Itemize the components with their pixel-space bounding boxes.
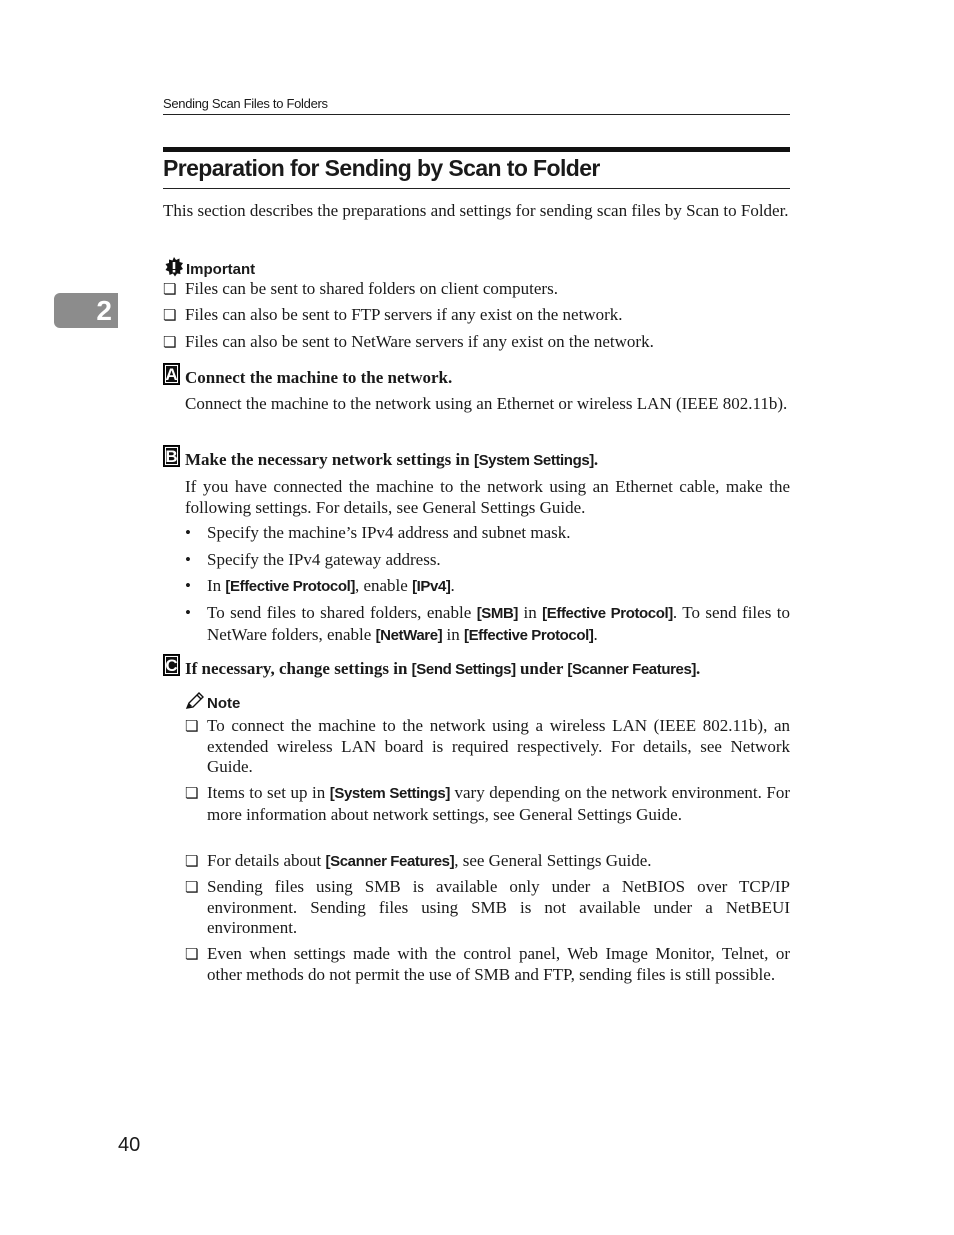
checkbox-icon: ❏ bbox=[163, 333, 177, 351]
checkbox-icon: ❏ bbox=[163, 306, 177, 324]
important-item bbox=[163, 332, 790, 353]
title-rule bbox=[163, 147, 790, 152]
page-number: 40 bbox=[118, 1134, 141, 1156]
system-settings-key: [System Settings] bbox=[473, 452, 594, 469]
important-label: Important bbox=[186, 260, 256, 278]
note-item: ❏ Even when settings made with the control panel, Web Image Monitor, Telnet, or other methods do not permit the use of SMB and FTP, sending files is still possible. bbox=[185, 944, 790, 984]
checkbox-icon: ❏ bbox=[185, 945, 199, 963]
chapter-tab: 2 bbox=[54, 293, 118, 328]
important-item-text: Files can also be sent to NetWare servers if any exist on the network. bbox=[185, 332, 654, 351]
step-1-number: A bbox=[163, 363, 180, 385]
checkbox-icon: ❏ bbox=[185, 717, 199, 735]
intro-paragraph: This section describes the preparations and settings for sending scan files by Scan to Folder. bbox=[163, 201, 789, 220]
page-title: Preparation for Sending by Scan to Folder bbox=[163, 155, 790, 189]
important-item-text: Files can be sent to shared folders on client computers. bbox=[185, 279, 558, 298]
note-item: ❏ To connect the machine to the network using a wireless LAN (IEEE 802.11b), an extended wireless LAN board is required respectively. For details, see Network Guide. bbox=[185, 716, 790, 776]
important-heading bbox=[164, 257, 255, 281]
bullet-icon: • bbox=[185, 576, 191, 595]
step-2-body: If you have connected the machine to the network using an Ethernet cable, make the following settings. For details, see General Settings Guide. bbox=[185, 477, 790, 517]
note-label: Note bbox=[207, 694, 241, 712]
bullet-icon: • bbox=[185, 523, 191, 542]
checkbox-icon: ❏ bbox=[185, 784, 199, 802]
important-item bbox=[163, 279, 790, 300]
step-1-title: Connect the machine to the network. bbox=[185, 368, 453, 387]
checkbox-icon: ❏ bbox=[185, 852, 199, 870]
note-item: ❏ Sending files using SMB is available only under a NetBIOS over TCP/IP environment. Sending files using SMB is not available under a NetBEUI environment. bbox=[185, 877, 790, 937]
important-item-text: Files can also be sent to FTP servers if any exist on the network. bbox=[185, 305, 623, 324]
bullet-icon: • bbox=[185, 550, 191, 569]
important-item bbox=[163, 305, 790, 326]
note-heading bbox=[185, 692, 240, 714]
step-1-body: Connect the machine to the network using an Ethernet or wireless LAN (IEEE 802.11b). bbox=[185, 394, 788, 413]
bullet-item: • Specify the IPv4 gateway address. bbox=[185, 550, 441, 569]
bullet-item: • In [Effective Protocol], enable [IPv4]. bbox=[185, 576, 455, 595]
bullet-icon: • bbox=[185, 603, 191, 622]
step-2-number: B bbox=[163, 445, 180, 467]
step-2-title: Make the necessary network settings in [System Settings]. bbox=[185, 450, 599, 469]
note-item: ❏ Items to set up in [System Settings] vary depending on the network environment. For more information about network settings, see General Settings Guide. bbox=[185, 783, 790, 824]
checkbox-icon: ❏ bbox=[163, 280, 177, 298]
bullet-item: • To send files to shared folders, enable [SMB] in [Effective Protocol]. To send files to NetWare folders, enable [NetWare] in [Effective Protocol]. bbox=[185, 603, 790, 644]
checkbox-icon: ❏ bbox=[185, 878, 199, 896]
bullet-item: • Specify the machine’s IPv4 address and subnet mask. bbox=[185, 523, 571, 542]
step-3-number: C bbox=[163, 654, 180, 676]
important-icon bbox=[164, 257, 184, 281]
note-item: ❏ For details about [Scanner Features], see General Settings Guide. bbox=[185, 851, 652, 870]
pencil-icon bbox=[185, 692, 205, 714]
running-header: Sending Scan Files to Folders bbox=[163, 96, 790, 115]
step-3-title: If necessary, change settings in [Send Settings] under [Scanner Features]. bbox=[185, 659, 701, 678]
